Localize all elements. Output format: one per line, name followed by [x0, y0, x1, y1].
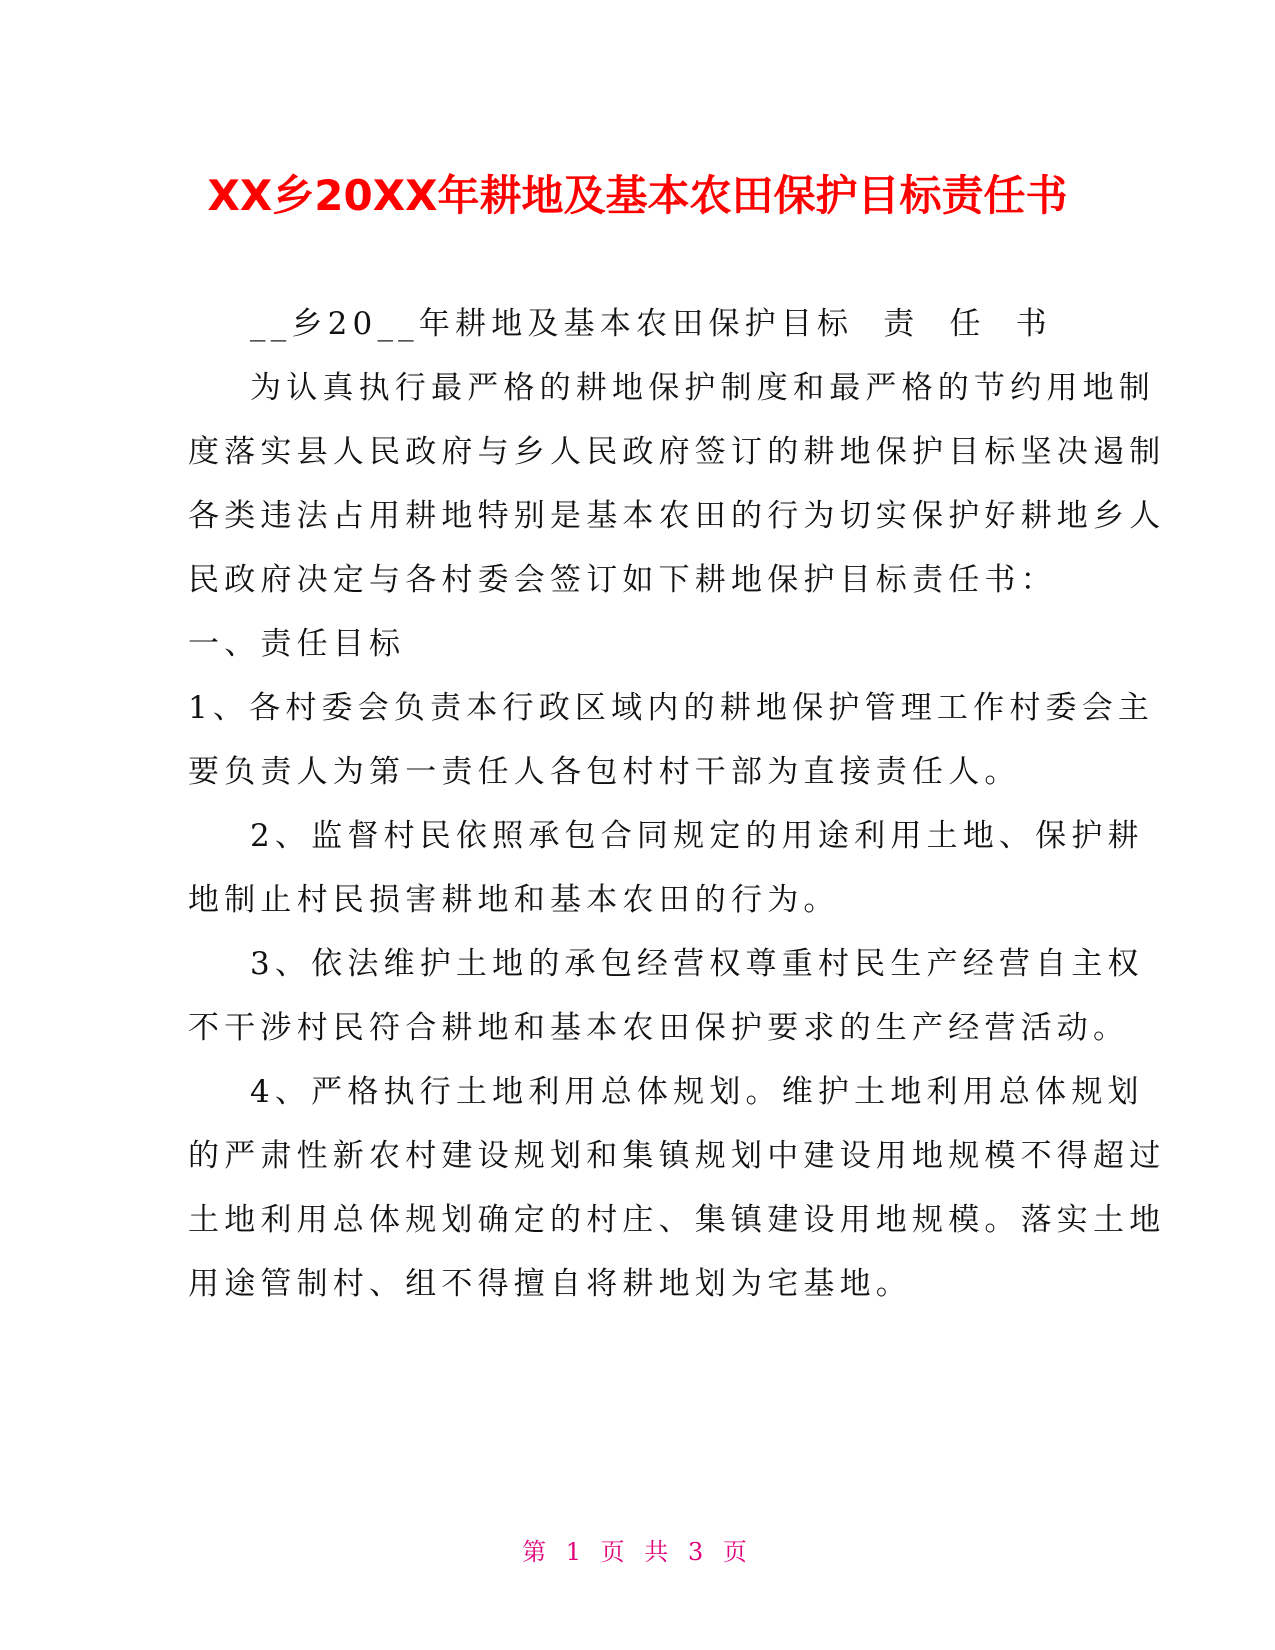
paragraph-line: 1、各村委会负责本行政区域内的耕地保护管理工作村委会主 [188, 690, 1155, 726]
paragraph-line: 用途管制村、组不得擅自将耕地划为宅基地。 [188, 1266, 912, 1302]
paragraph-line: 2、监督村民依照承包合同规定的用途利用土地、保护耕 [250, 818, 1144, 854]
paragraph-line: 不干涉村民符合耕地和基本农田保护要求的生产经营活动。 [188, 1010, 1130, 1046]
subtitle-main: __乡20__年耕地及基本农田保护目标 [250, 306, 854, 342]
subtitle-char-2: 任 [949, 306, 986, 342]
paragraph-line: 地制止村民损害耕地和基本农田的行为。 [188, 882, 840, 918]
document-body [188, 292, 1166, 1316]
paragraph-line: 民政府决定与各村委会签订如下耕地保护目标责任书： [188, 562, 1057, 598]
subtitle-char-3: 书 [1015, 306, 1052, 342]
paragraph-line: 3、依法维护土地的承包经营权尊重村民生产经营自主权 [250, 946, 1144, 982]
document-subtitle [188, 292, 1088, 356]
page-footer: 第 1 页 共 3 页 [522, 1538, 753, 1566]
paragraph-line: 度落实县人民政府与乡人民政府签订的耕地保护目标坚决遏制 [188, 434, 1166, 470]
section-heading: 一、责任目标 [188, 626, 406, 662]
subtitle-char-1: 责 [883, 306, 920, 342]
paragraph-line: 的严肃性新农村建设规划和集镇规划中建设用地规模不得超过 [188, 1138, 1166, 1174]
document-title: XX乡20XX年耕地及基本农田保护目标责任书 [207, 171, 1068, 220]
paragraph-line: 土地利用总体规划确定的村庄、集镇建设用地规模。落实土地 [188, 1202, 1166, 1238]
paragraph-line: 要负责人为第一责任人各包村村干部为直接责任人。 [188, 754, 1021, 790]
paragraph-line: 4、严格执行土地利用总体规划。维护土地利用总体规划 [250, 1074, 1144, 1110]
paragraph-line: 为认真执行最严格的耕地保护制度和最严格的节约用地制 [250, 370, 1155, 406]
paragraph-line: 各类违法占用耕地特别是基本农田的行为切实保护好耕地乡人 [188, 498, 1166, 534]
